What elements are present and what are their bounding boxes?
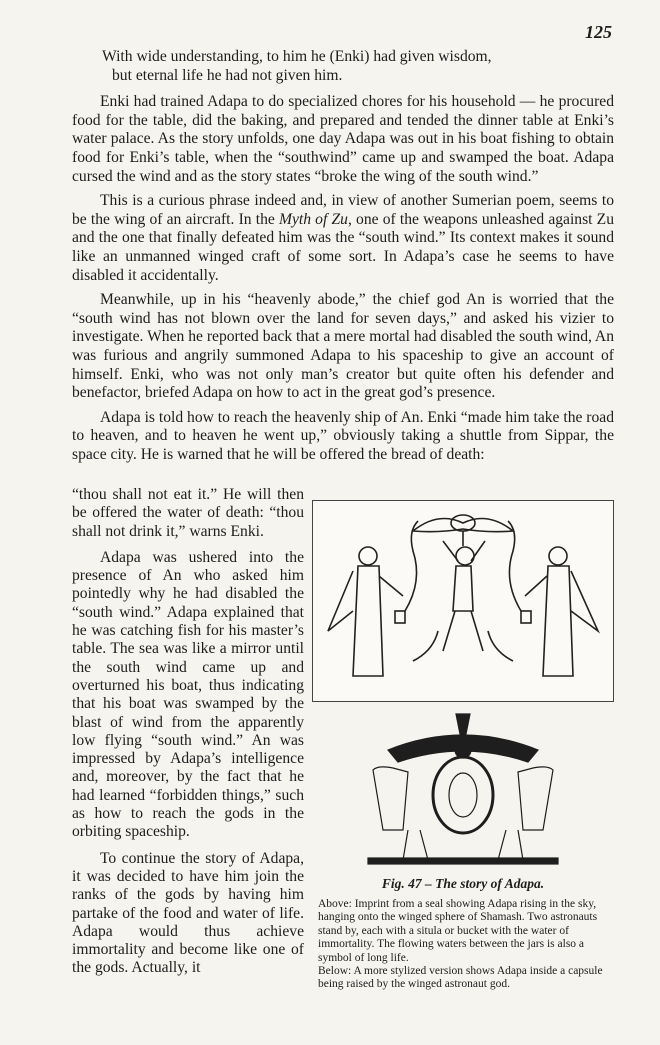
book-title-myth-of-zu: Myth of Zu [278,210,348,228]
paragraph: Adapa is told how to reach the heavenly ship of An. Enki “made him take the road to heaven, and to heaven he went up,” obviously taking a shuttle from Sippar, the space city. He is warned that he will be offered the bread of death: [72,408,615,463]
figure-title: Fig. 47 – The story of Adapa. [381,876,545,891]
paragraph: Adapa was ushered into the presence of An who asked him pointedly why he had disabled the “south wind.” Adapa explained that he was catching fish for his master’s table. The sea was like a mirror until the south wind came up and overturned his boat, thus indicating that his boat was swamped by the blast of wind from the apparently low flying “south wind.” An was impressed by Adapa’s intelligence and, moreover, by the fact that he had learned “forbidden things,” such as how to reach the gods in the orbiting spaceship. [72,548,304,841]
epigraph [102,48,614,85]
paragraph: “thou shall not eat it.” He will then be offered the water of death: “thou shall not drink it,” warns Enki. [72,486,304,540]
seal-imprint-illustration [312,500,614,702]
caption-line-above: Above: Imprint from a seal showing Adapa rising in the sky, hanging onto the winged sphere of Shamash. Two astronauts stand by, each with a situla or bucket with the water of immortality. The flowing waters between the jars is also a symbol of long life. [318,898,598,964]
epigraph-line: but eternal life he had not given him. [112,66,343,84]
left-column-text [72,486,304,986]
paragraph-myth-of-zu: This is a curious phrase indeed and, in view of another Sumerian poem, seems to be the wing of an aircraft. In the Myth of Zu, one of the weapons unleashed against Zu and the one that finally defeated him was the “south wind.” Its context makes it sound like an unmanned winged craft of some sort. In Adapa’s case he seems to have disabled it accidentally. [72,192,614,284]
main-text [72,48,614,470]
paragraph: Enki had trained Adapa to do specialized chores for his household — he procured food for the table, did the baking, and prepared and tended the dinner table at Enki’s water palace. As the story unfolds, one day Adapa was out in his boat fishing to obtain food for Enki’s table, when the “southwind” came up and swamped the boat. Adapa cursed the wind and as the story states “broke the wing of the south wind.” [72,93,614,185]
figure [312,500,614,992]
paragraph: To continue the story of Adapa, it was decided to have him join the ranks of the gods by having him partake of the food and water of life. Adapa would thus achieve immortality and become like one of the gods. Actually, it [72,849,304,977]
paragraph: Meanwhile, up in his “heavenly abode,” the chief god An is worried that the “south wind has not blown over the land for seven days,” and asked his vizier to investigate. When he reported back that a mere mortal had disabled the south wind, An was furious and angrily summoned Adapa to his spaceship to give an account of himself. Enki, who was not only man’s creator but quite often his defender and benefactor, briefed Adapa on how to act in the great god’s presence. [72,291,614,402]
caption-line-below: Below: A more stylized version shows Adapa inside a capsule being raised by the winged astronaut god. [318,965,603,991]
epigraph-line: With wide understanding, to him he (Enki) had given wisdom, [102,48,492,65]
stylized-capsule-illustration [348,710,578,870]
figure-caption [312,898,614,992]
page-number: 125 [585,22,612,42]
